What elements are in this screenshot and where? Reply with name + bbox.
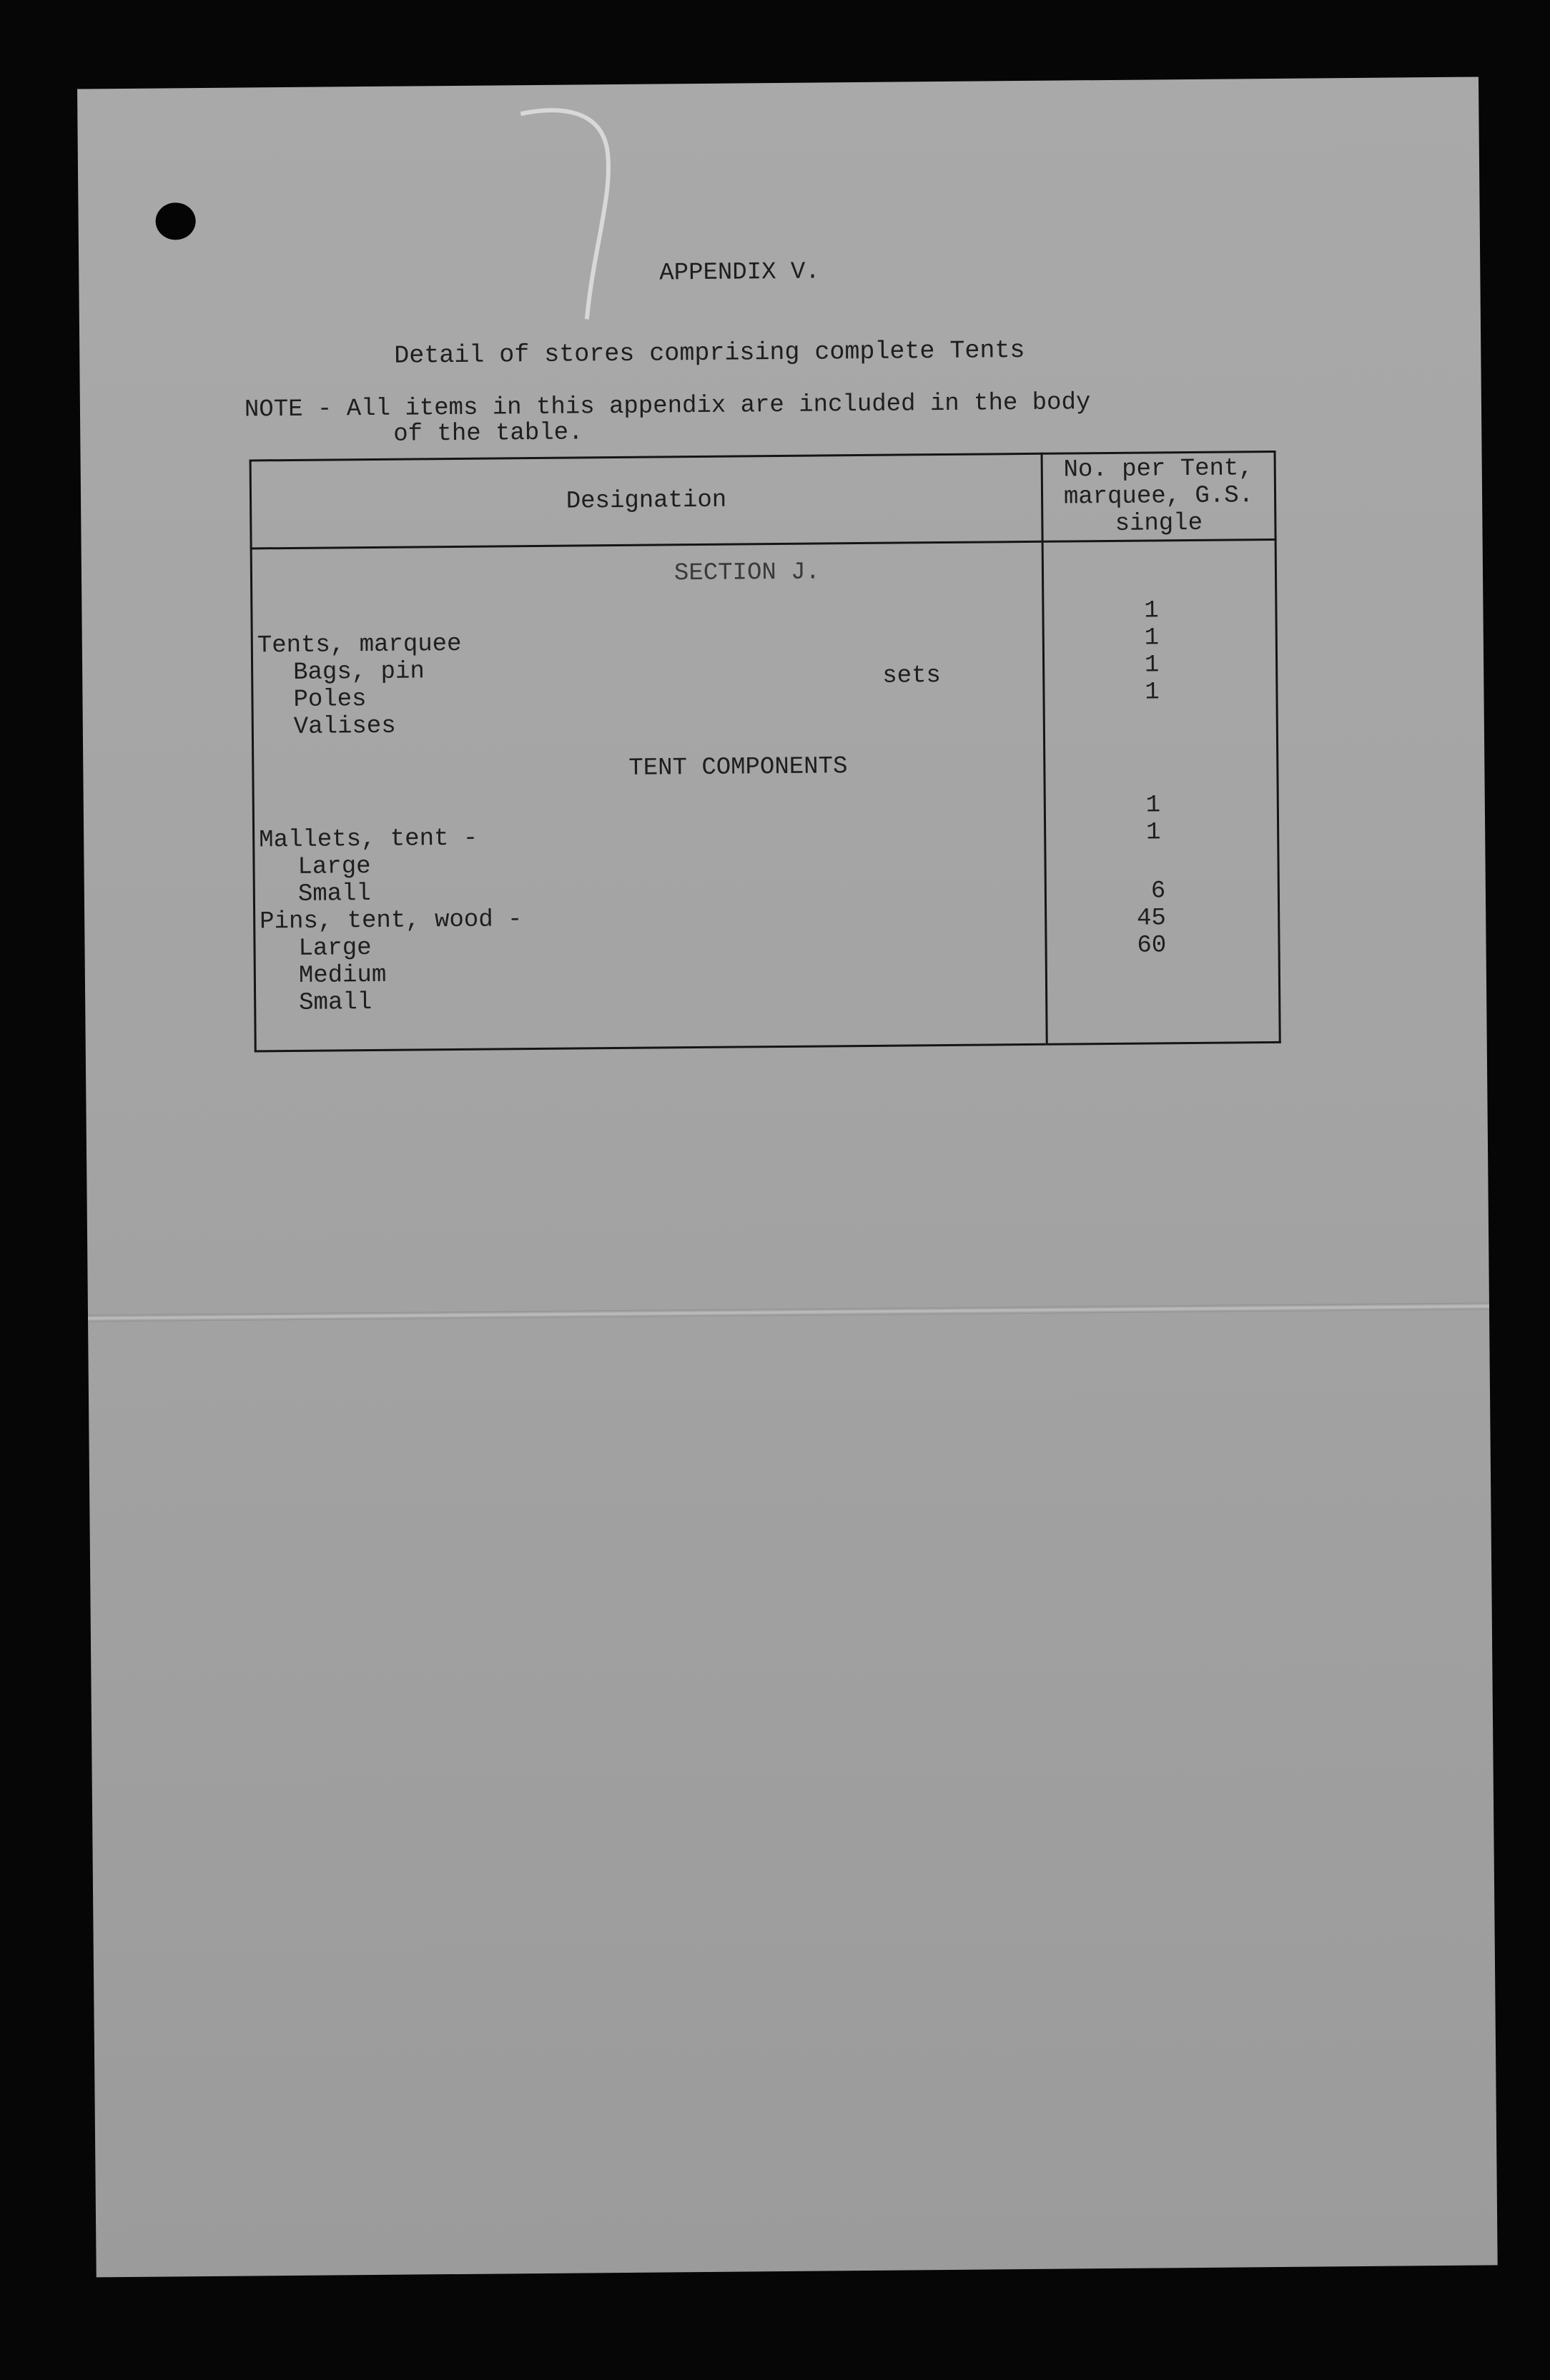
row-mallets-tent: Mallets, tent - <box>259 825 478 855</box>
row-pins-medium: Medium <box>298 961 387 990</box>
count-header-line-1: No. per Tent, <box>1063 455 1253 484</box>
row-pins-large: Large <box>298 935 372 963</box>
appendix-title: APPENDIX V. <box>659 258 820 287</box>
count-cell: 45 <box>1136 905 1167 933</box>
count-header <box>1042 451 1275 541</box>
row-mallets-small: Small <box>297 880 372 908</box>
table-header-row <box>250 451 1275 549</box>
document-subtitle: Detail of stores comprising complete Tents <box>394 336 1025 370</box>
row-bags-pin-unit: sets <box>882 662 942 690</box>
count-cell: 1 <box>1145 679 1160 707</box>
row-poles: Poles <box>293 686 367 714</box>
note-line-1: NOTE - All items in this appendix are included in the body <box>244 389 1091 424</box>
punch-hole <box>155 202 195 240</box>
row-tents-marquee: Tents, marquee <box>257 630 462 660</box>
row-pins-tent-wood: Pins, tent, wood - <box>260 906 523 936</box>
count-cell: 1 <box>1145 792 1161 820</box>
section-heading: SECTION J. <box>673 559 821 588</box>
count-cell: 6 <box>1150 877 1166 905</box>
document-page <box>77 77 1498 2277</box>
row-mallets-large: Large <box>297 853 371 881</box>
designation-header: Designation <box>250 453 1042 549</box>
count-header-line-2: marquee, G.S. <box>1063 482 1254 511</box>
table-body-row <box>251 539 1280 1051</box>
count-cell: 1 <box>1144 624 1160 652</box>
tent-components-heading: TENT COMPONENTS <box>628 753 848 782</box>
designation-column <box>251 541 1047 1051</box>
row-pins-small: Small <box>299 989 372 1017</box>
count-cell: 1 <box>1145 819 1161 847</box>
paper-crease-mark <box>506 104 651 328</box>
row-valises: Valises <box>293 712 396 741</box>
stores-table <box>250 451 1281 1052</box>
count-cell: 60 <box>1137 932 1167 960</box>
count-cell: 1 <box>1144 651 1160 679</box>
fold-line <box>88 1302 1489 1322</box>
count-cell: 1 <box>1144 597 1159 625</box>
count-column <box>1042 539 1280 1044</box>
row-bags-pin: Bags, pin <box>293 658 425 687</box>
note-line-2: of the table. <box>393 419 583 448</box>
count-header-line-3: single <box>1115 509 1203 538</box>
